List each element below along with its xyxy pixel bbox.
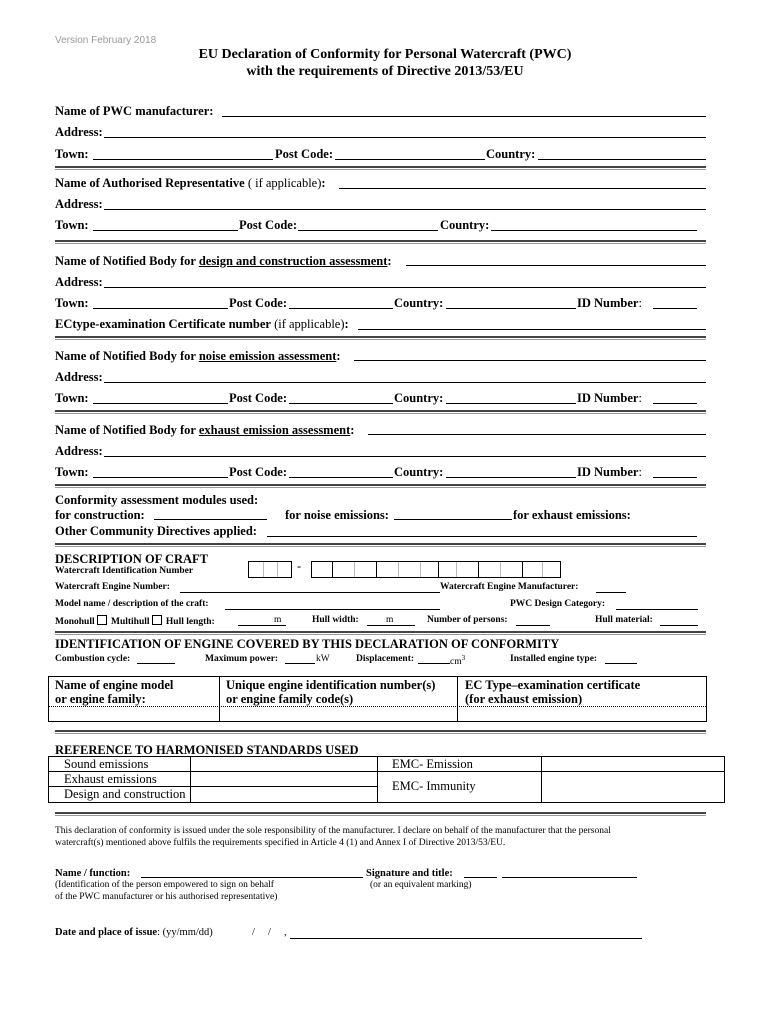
other-directives-label: Other Community Directives applied: — [55, 524, 257, 538]
nb-noise-field[interactable] — [354, 360, 706, 361]
engine-ec-cert-cell[interactable] — [458, 707, 705, 720]
standard-row-exhaust: Exhaust emissions — [64, 772, 157, 786]
nb-exhaust-address-label: Address: — [55, 444, 103, 458]
kw-unit: kW — [316, 654, 330, 664]
for-noise-label: for noise emissions: — [285, 508, 389, 522]
nb-design-postcode-label: Post Code: — [229, 296, 287, 310]
engine-col3-line1: EC Type–examination certificate — [465, 678, 641, 692]
signature-title-field[interactable] — [502, 877, 637, 878]
exhaust-standard-cell[interactable] — [191, 772, 376, 785]
manufacturer-postcode-label: Post Code: — [275, 147, 333, 161]
date-slash-2: / — [268, 927, 271, 938]
ectype-field[interactable] — [358, 329, 706, 330]
engine-manufacturer-label: Watercraft Engine Manufacturer: — [440, 582, 579, 592]
date-slash-1: / — [252, 927, 255, 938]
nb-exhaust-id-colon: : — [638, 465, 642, 479]
nb-exhaust-town-field[interactable] — [93, 477, 228, 478]
signature-field[interactable] — [464, 877, 497, 878]
section-divider — [55, 543, 706, 547]
auth-rep-country-label: Country: — [440, 218, 490, 232]
win-serial-code[interactable] — [311, 561, 561, 578]
auth-rep-postcode-field[interactable] — [298, 230, 438, 231]
nb-noise-id-label: ID Number — [577, 391, 639, 405]
nb-noise-town-field[interactable] — [93, 403, 228, 404]
version-label: Version February 2018 — [55, 35, 157, 46]
nb-exhaust-id-label: ID Number — [577, 465, 639, 479]
manufacturer-town-field[interactable] — [93, 159, 273, 160]
section-divider — [55, 240, 706, 244]
standards-table-divider — [377, 756, 378, 802]
combustion-field[interactable] — [137, 663, 175, 664]
win-label: Watercraft Identification Number — [55, 566, 194, 576]
nb-design-field[interactable] — [406, 265, 706, 266]
standards-heading: REFERENCE TO HARMONISED STANDARDS USED — [55, 743, 359, 757]
design-category-field[interactable] — [616, 609, 698, 610]
engine-col2-line2: or engine family code(s) — [226, 692, 354, 706]
installed-type-field[interactable] — [605, 663, 637, 664]
nb-noise-town-label: Town: — [55, 391, 89, 405]
declaration-text: This declaration of conformity is issued under the sole responsibility of the manufacturer. I declare on behalf of the manufacturer that the personal — [55, 826, 611, 836]
manufacturer-label: Name of PWC manufacturer: — [55, 104, 214, 118]
nb-exhaust-town-label: Town: — [55, 465, 89, 479]
hull-material-field[interactable] — [660, 625, 698, 626]
engine-col2-line1: Unique engine identification number(s) — [226, 678, 436, 692]
form-title-line1: EU Declaration of Conformity for Personal Watercraft (PWC) — [198, 47, 572, 62]
hull-length-label: Hull length: — [165, 617, 215, 627]
nb-noise-postcode-field[interactable] — [289, 403, 393, 404]
form-title-line2: with the requirements of Directive 2013/53/EU — [246, 64, 524, 79]
num-persons-label: Number of persons: — [427, 615, 508, 625]
nb-design-id-colon: : — [638, 296, 642, 310]
max-power-label: Maximum power: — [205, 654, 279, 664]
for-exhaust-label: for exhaust emissions: — [513, 508, 631, 522]
auth-rep-postcode-label: Post Code: — [239, 218, 297, 232]
model-name-field[interactable] — [225, 609, 440, 610]
other-directives-field[interactable] — [267, 536, 697, 537]
signature-note: (or an equivalent marking) — [370, 880, 472, 890]
nb-exhaust-postcode-label: Post Code: — [229, 465, 287, 479]
nb-exhaust-country-label: Country: — [394, 465, 444, 479]
engine-col1-line1: Name of engine model — [55, 678, 174, 692]
nb-exhaust-prefix: Name of Notified Body for — [55, 423, 196, 437]
nb-noise-prefix: Name of Notified Body for — [55, 349, 196, 363]
manufacturer-country-label: Country: — [486, 147, 536, 161]
nb-noise-country-label: Country: — [394, 391, 444, 405]
date-format: : (yy/mm/dd) — [157, 927, 213, 938]
modules-used-label: Conformity assessment modules used: — [55, 493, 259, 507]
displacement-label: Displacement: — [356, 654, 415, 664]
multihull-label: Multihull — [110, 617, 150, 627]
standard-row-sound: Sound emissions — [64, 757, 149, 771]
emc-emission-label: EMC- Emission — [392, 757, 473, 771]
engine-number-field[interactable] — [180, 592, 440, 593]
nb-noise-address-field[interactable] — [104, 382, 706, 383]
nb-exhaust-country-field[interactable] — [446, 477, 576, 478]
signature-label: Signature and title: — [366, 868, 453, 879]
section-divider — [55, 336, 706, 340]
win-dash: - — [297, 559, 302, 573]
hull-width-field[interactable] — [367, 625, 415, 626]
date-comma: , — [284, 927, 287, 938]
hull-material-label: Hull material: — [595, 615, 653, 625]
section-divider — [55, 730, 706, 734]
hull-length-field[interactable] — [238, 625, 286, 626]
nb-design-prefix: Name of Notified Body for — [55, 254, 196, 268]
nb-noise-colon: : — [336, 349, 341, 363]
design-category-label: PWC Design Category: — [510, 599, 605, 609]
ectype-colon: : — [344, 317, 349, 331]
emc-immunity-cell[interactable] — [542, 772, 722, 800]
section-divider — [55, 812, 706, 816]
name-function-label: Name / function: — [55, 868, 131, 879]
nb-noise-address-label: Address: — [55, 370, 103, 384]
ectype-if-applicable: (if applicable) — [274, 317, 345, 331]
nb-exhaust-colon: : — [350, 423, 355, 437]
cm-unit: cm — [450, 657, 462, 668]
auth-rep-town-label: Town: — [55, 218, 89, 232]
monohull-checkbox[interactable] — [97, 615, 107, 625]
nb-design-town-label: Town: — [55, 296, 89, 310]
nb-design-id-field[interactable] — [653, 308, 697, 309]
hull-width-unit: m — [386, 615, 394, 625]
sound-standard-cell[interactable] — [191, 757, 376, 770]
nb-exhaust-topic: exhaust emission assessment — [198, 423, 351, 437]
auth-rep-address-label: Address: — [55, 197, 103, 211]
craft-heading: DESCRIPTION OF CRAFT — [55, 552, 209, 566]
engine-model-cell[interactable] — [49, 707, 218, 720]
num-persons-field[interactable] — [516, 625, 550, 626]
installed-type-label: Installed engine type: — [510, 654, 598, 664]
for-construction-field[interactable] — [154, 519, 267, 520]
manufacturer-address-field[interactable] — [104, 137, 706, 138]
nb-noise-id-colon: : — [638, 391, 642, 405]
manufacturer-country-field[interactable] — [538, 159, 706, 160]
date-label: Date and place of issue — [55, 927, 158, 938]
displacement-field[interactable] — [418, 663, 450, 664]
nb-exhaust-id-field[interactable] — [653, 477, 697, 478]
section-divider — [55, 166, 706, 170]
hull-length-unit: m — [274, 615, 282, 625]
nb-design-address-label: Address: — [55, 275, 103, 289]
model-name-label: Model name / description of the craft: — [55, 599, 209, 609]
name-function-field[interactable] — [141, 877, 363, 878]
section-divider — [55, 484, 706, 488]
combustion-label: Combustion cycle: — [55, 654, 131, 664]
nb-design-country-field[interactable] — [446, 308, 576, 309]
nb-exhaust-address-field[interactable] — [104, 456, 706, 457]
for-construction-label: for construction: — [55, 508, 145, 522]
manufacturer-address-label: Address: — [55, 125, 103, 139]
nb-design-town-field[interactable] — [93, 308, 228, 309]
auth-rep-country-field[interactable] — [491, 230, 697, 231]
engine-col3-line2: (for exhaust emission) — [465, 692, 583, 706]
engine-col1-line2: or engine family: — [55, 692, 146, 706]
engine-number-label: Watercraft Engine Number: — [55, 582, 170, 592]
win-manufacturer-code[interactable] — [248, 561, 292, 578]
standard-row-design: Design and construction — [64, 787, 186, 801]
ectype-label: ECtype-examination Certificate number — [55, 317, 271, 331]
nb-exhaust-postcode-field[interactable] — [289, 477, 393, 478]
design-standard-cell[interactable] — [191, 787, 376, 800]
nb-design-postcode-field[interactable] — [289, 308, 393, 309]
auth-rep-label: Name of Authorised Representative — [55, 176, 245, 190]
nb-noise-postcode-label: Post Code: — [229, 391, 287, 405]
nb-design-id-label: ID Number — [577, 296, 639, 310]
auth-rep-field[interactable] — [339, 188, 706, 189]
nb-design-topic: design and construction assessment — [198, 254, 388, 268]
engine-heading: IDENTIFICATION OF ENGINE COVERED BY THIS DECLARATION OF CONFORMITY — [55, 637, 560, 651]
name-note-line2: of the PWC manufacturer or his authorised representative) — [55, 892, 278, 902]
nb-noise-id-field[interactable] — [653, 403, 697, 404]
manufacturer-postcode-field[interactable] — [335, 159, 485, 160]
emc-immunity-label: EMC- Immunity — [392, 779, 476, 793]
section-divider — [55, 631, 706, 635]
engine-manufacturer-field[interactable] — [596, 592, 626, 593]
max-power-field[interactable] — [285, 663, 315, 664]
engine-id-cell[interactable] — [220, 707, 456, 720]
nb-exhaust-field[interactable] — [368, 434, 706, 435]
manufacturer-field[interactable] — [222, 116, 706, 117]
multihull-checkbox[interactable] — [152, 615, 162, 625]
auth-rep-address-field[interactable] — [104, 209, 706, 210]
nb-design-colon: : — [387, 254, 392, 268]
nb-design-country-label: Country: — [394, 296, 444, 310]
auth-rep-if-applicable: ( if applicable) — [247, 176, 322, 190]
auth-rep-town-field[interactable] — [93, 230, 238, 231]
nb-design-address-field[interactable] — [104, 287, 706, 288]
monohull-label: Monohull — [55, 617, 95, 627]
section-divider — [55, 410, 706, 414]
nb-noise-topic: noise emission assessment — [198, 349, 337, 363]
cm-superscript: 3 — [461, 654, 466, 662]
hull-width-label: Hull width: — [312, 615, 359, 625]
nb-noise-country-field[interactable] — [446, 403, 576, 404]
name-note-line1: (Identification of the person empowered to sign on behalf — [55, 880, 274, 890]
manufacturer-town-label: Town: — [55, 147, 89, 161]
emc-emission-cell[interactable] — [542, 757, 722, 770]
for-noise-field[interactable] — [394, 519, 512, 520]
auth-rep-colon: : — [321, 176, 326, 190]
declaration-text-2: watercraft(s) mentioned above fulfils the requirements specified in Article 4 (1) and Annex I of Directive 2013/53/EU. — [55, 838, 506, 848]
place-of-issue-field[interactable] — [290, 938, 642, 939]
